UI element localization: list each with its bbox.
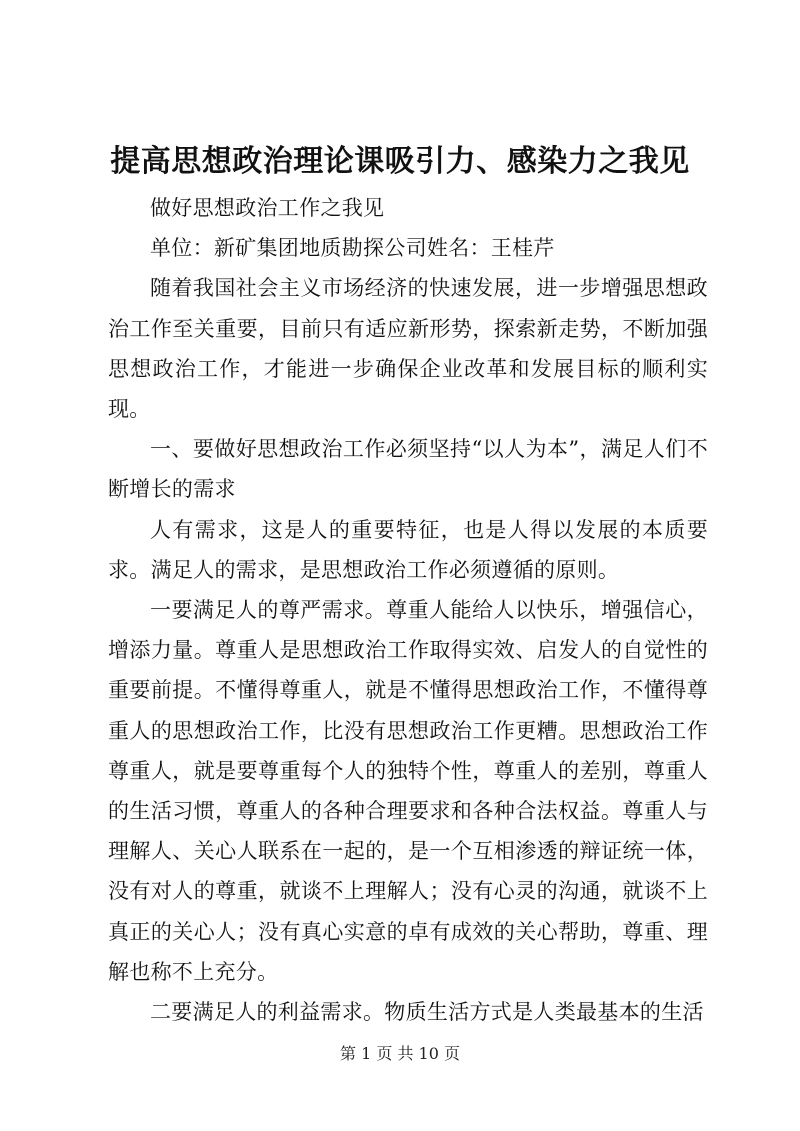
subtitle-paragraph: 做好思想政治工作之我见 xyxy=(150,196,385,220)
author-info-paragraph: 单位：新矿集团地质勘探公司姓名：王桂芹 xyxy=(150,236,555,261)
body-paragraph: 一要满足人的尊严需求。尊重人能给人以快乐，增强信心，增添力量。尊重人是思想政治工作取得实效、启发人的自觉性的重要前提。不懂得尊重人，就是不懂得思想政治工作，不懂得尊重人的思想政治工作，比没有思想政治工作更糟。思想政治工作尊重人，就是要尊重每个人的独特个性，尊重人的差别，尊重人的生活习惯，尊重人的各种合理要求和各种合法权益。尊重人与理解人、关心人联系在一起的，是一个互相渗透的辩证统一体，没有对人的尊重，就谈不上理解人；没有心灵的沟通，就谈不上真正的关心人；没有真心实意的卓有成效的关心帮助，尊重、理解也称不上充分。 xyxy=(108,598,708,984)
document-body xyxy=(108,188,708,1032)
body-paragraph: 人有需求，这是人的重要特征，也是人得以发展的本质要求。满足人的需求，是思想政治工作必须遵循的原则。 xyxy=(108,517,708,582)
section-heading: 一、要做好思想政治工作必须坚持“以人为本”，满足人们不断增长的需求 xyxy=(108,437,708,502)
document-title: 提高思想政治理论课吸引力、感染力之我见 xyxy=(110,144,690,179)
body-paragraph: 随着我国社会主义市场经济的快速发展，进一步增强思想政治工作至关重要，目前只有适应新形势，探索新走势，不断加强思想政治工作，才能进一步确保企业改革和发展目标的顺利实现。 xyxy=(108,276,708,422)
body-paragraph: 二要满足人的利益需求。物质生活方式是人类最基本的生活 xyxy=(150,1000,704,1025)
page-footer: 第 1 页 共 10 页 xyxy=(340,1044,460,1063)
